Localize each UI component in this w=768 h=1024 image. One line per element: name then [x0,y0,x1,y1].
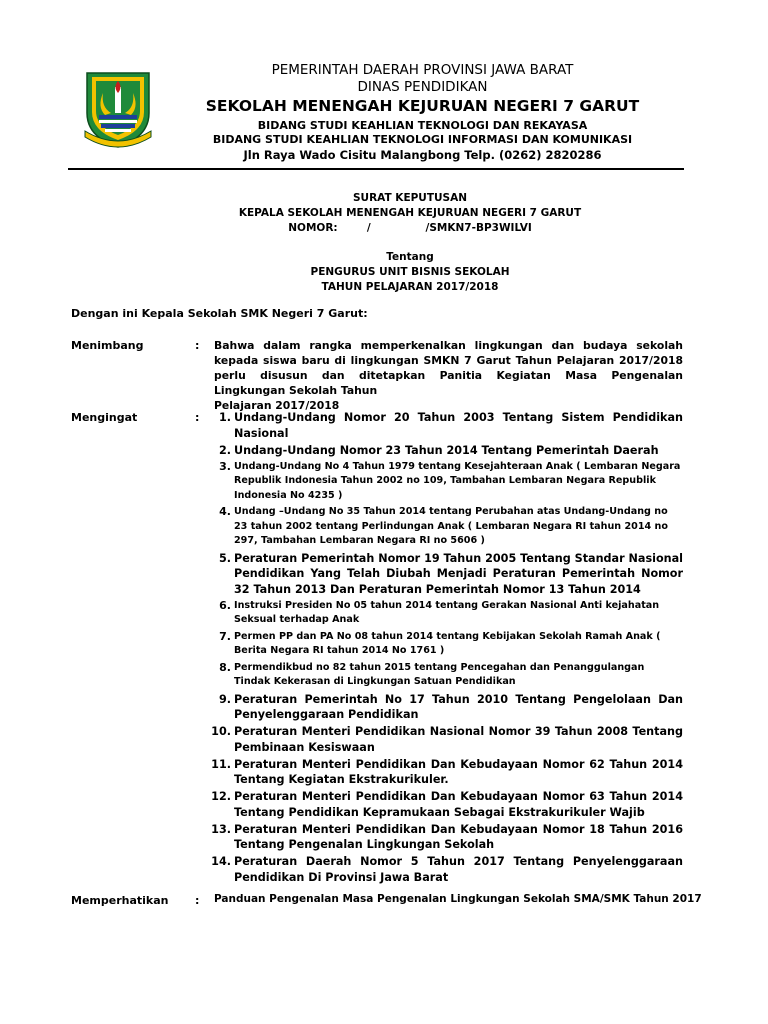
list-item: 9. Peraturan Pemerintah No 17 Tahun 2010 Tentang Pengelolaan Dan Penyelenggaraan Pendidikan [218,692,683,721]
mengingat-colon: : [195,411,200,424]
letterhead-government: PEMERINTAH DAERAH PROVINSI JAWA BARAT [271,62,574,78]
list-item: 2. Undang-Undang Nomor 23 Tahun 2014 Tentang Pemerintah Daerah [218,443,659,457]
mengingat-list [211,410,683,887]
menimbang-text [214,338,683,413]
menimbang-colon: : [195,339,200,352]
letterhead-school-name: SEKOLAH MENENGAH KEJURUAN NEGERI 7 GARUT [205,97,640,116]
decree-subject: PENGURUS UNIT BISNIS SEKOLAH [310,266,510,278]
memperhatikan-text: Panduan Pengenalan Masa Pengenalan Lingkungan Sekolah SMA/SMK Tahun 2017 [214,893,702,905]
decree-title: SURAT KEPUTUSAN [353,192,467,204]
memperhatikan-colon: : [195,894,200,907]
list-item: 7. Permen PP dan PA No 08 tahun 2014 tentang Kebijakan Sekolah Ramah Anak ( Berita Negara RI tahun 2014 No 1761 ) [219,629,661,656]
list-item: 10. Peraturan Menteri Pendidikan Nasional Nomor 39 Tahun 2008 Tentang Pembinaan Kesiswaan [211,725,683,754]
west-java-emblem-logo [81,67,155,149]
decree-issuer: KEPALA SEKOLAH MENENGAH KEJURUAN NEGERI 7 GARUT [238,207,582,219]
list-item: 12. Peraturan Menteri Pendidikan Dan Kebudayaan Nomor 63 Tahun 2014 Tentang Pendidikan Kepramukaan Sebagai Ekstrakurikuler Wajib [211,790,683,819]
list-item: 6. Instruksi Presiden No 05 tahun 2014 tentang Gerakan Nasional Anti kejahatan Seksual terhadap Anak [219,598,660,625]
letterhead-divider [68,168,684,170]
decree-about-label: Tentang [386,251,434,263]
letterhead [150,62,695,163]
letterhead-field-1: BIDANG STUDI KEAHLIAN TEKNOLOGI DAN REKAYASA [257,118,588,132]
memperhatikan-label: Memperhatikan [71,894,169,907]
list-item: 13. Peraturan Menteri Pendidikan Dan Kebudayaan Nomor 18 Tahun 2016 Tentang Pengenalan Lingkungan Sekolah [211,822,683,851]
list-item: 3. Undang-Undang No 4 Tahun 1979 tentang Kesejahteraan Anak ( Lembaran Negara Republik Indonesia Tahun 2002 no 109, Tambahan Lembaran Negara Republik Indonesia No 4235 ) [219,459,681,501]
decree-subject-block [68,250,752,295]
list-item: 4. Undang –Undang No 35 Tahun 2014 tentang Perubahan atas Undang-Undang no 23 tahun 2002 tentang Perlindungan Anak ( Lembaran Negara RI tahun 2014 no 297, Tambahan Lembaran Negara RI no 5606 ) [219,505,668,546]
decree-number: NOMOR: / /SMKN7-BP3WILVI [288,222,532,234]
menimbang-body: Bahwa dalam rangka memperkenalkan lingkungan dan budaya sekolah kepada siswa baru di lingkungan SMKN 7 Garut Tahun Pelajaran 2017/2018 perlu disusun dan ditetapkan Panitia Kegiatan Masa Pengenalan Lingkungan Sekolah Tahun [214,339,683,397]
list-item: 1. Undang-Undang Nomor 20 Tahun 2003 Tentang Sistem Pendidikan Nasional [218,411,683,440]
list-item: 8. Permendikbud no 82 tahun 2015 tentang Pencegahan dan Penanggulangan Tindak Kekerasan di Lingkungan Satuan Pendidikan [219,660,645,687]
mengingat-label: Mengingat [71,411,138,424]
menimbang-label: Menimbang [71,339,144,352]
decree-heading [68,191,752,236]
list-item: 5. Peraturan Pemerintah Nomor 19 Tahun 2005 Tentang Standar Nasional Pendidikan Yang Telah Diubah Menjadi Peraturan Pemerintah Nomor 32 Tahun 2013 Dan Peraturan Pemerintah Nomor 13 Tahun 2014 [218,551,683,596]
decree-school-year: TAHUN PELAJARAN 2017/2018 [321,281,499,293]
letterhead-address: Jln Raya Wado Cisitu Malangbong Telp. (0262) 2820286 [243,148,602,163]
letterhead-agency: DINAS PENDIDIKAN [357,79,488,96]
intro-text: Dengan ini Kepala Sekolah SMK Negeri 7 Garut: [71,307,368,320]
list-item: 14. Peraturan Daerah Nomor 5 Tahun 2017 Tentang Penyelenggaraan Pendidikan Di Provinsi Jawa Barat [211,855,683,884]
letterhead-field-2: BIDANG STUDI KEAHLIAN TEKNOLOGI INFORMASI DAN KOMUNIKASI [212,133,633,147]
menimbang-body-last: Pelajaran 2017/2018 [214,399,340,412]
emblem-icon [81,67,155,149]
list-item: 11. Peraturan Menteri Pendidikan Dan Kebudayaan Nomor 62 Tahun 2014 Tentang Kegiatan Ekstrakurikuler. [211,757,683,786]
